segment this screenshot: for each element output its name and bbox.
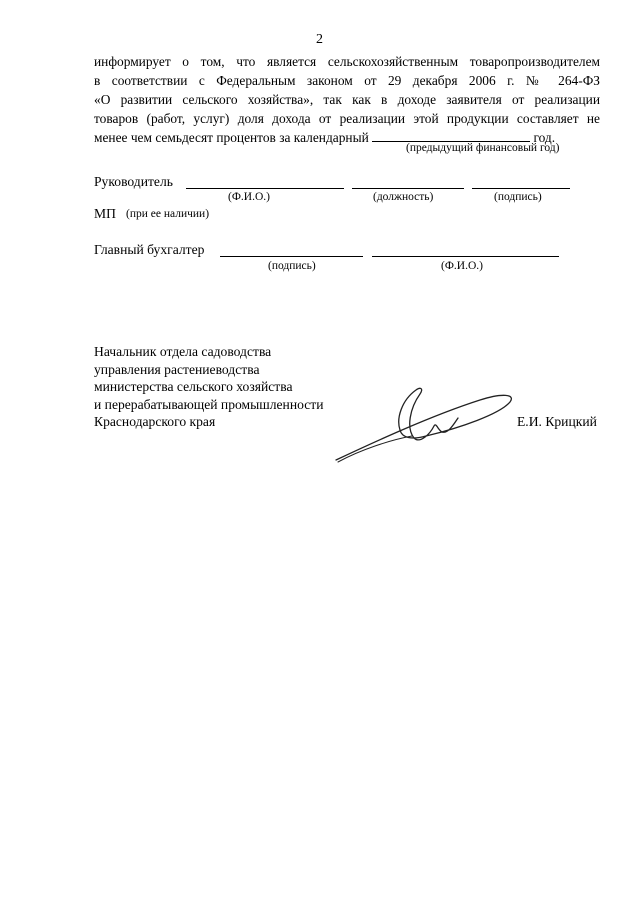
stamp-note: (при ее наличии)	[126, 208, 210, 220]
stamp-label: МП	[94, 206, 116, 221]
head-signature-caption: (подпись)	[494, 191, 542, 203]
year-caption: (предыдущий финансовый год)	[406, 142, 560, 154]
head-signature-line[interactable]	[472, 188, 570, 189]
signatory-line: управления растениеводства	[94, 361, 260, 377]
head-label: Руководитель	[94, 174, 173, 189]
year-blank-line[interactable]	[372, 128, 530, 142]
signatory-position-block	[94, 343, 323, 431]
accountant-name-line[interactable]	[372, 256, 559, 257]
signatory-line: Начальник отдела садоводства	[94, 344, 272, 359]
page-number: 2	[316, 32, 323, 47]
paragraph-line: информирует о том, что является сельскохозяйственным товаропроизводителем	[94, 54, 600, 69]
head-position-line[interactable]	[352, 188, 464, 189]
head-name-caption: (Ф.И.О.)	[228, 191, 270, 203]
head-name-line[interactable]	[186, 188, 344, 189]
signatory-line: и перерабатывающей промышленности	[94, 396, 324, 412]
accountant-name-caption: (Ф.И.О.)	[441, 260, 483, 272]
signatory-name: Е.И. Крицкий	[517, 414, 597, 429]
accountant-label: Главный бухгалтер	[94, 242, 205, 257]
head-position-caption: (должность)	[373, 191, 434, 203]
signatory-line: Краснодарского края	[94, 414, 216, 430]
accountant-signature-caption: (подпись)	[268, 260, 316, 272]
paragraph-last-line-end: год.	[533, 130, 556, 145]
handwritten-signature	[330, 378, 520, 468]
signatory-line: министерства сельского хозяйства	[94, 379, 293, 395]
paragraph-line: «О развитии сельского хозяйства», так как в доходе заявителя от реализации	[94, 92, 600, 107]
paragraph-last-line-text: менее чем семьдесят процентов за календарный	[94, 130, 369, 145]
body-paragraph	[94, 52, 600, 147]
paragraph-line: в соответствии с Федеральным законом от 29 декабря 2006 г. № 264-ФЗ	[94, 73, 600, 88]
paragraph-line: товаров (работ, услуг) доля дохода от реализации этой продукции составляет не	[94, 111, 600, 126]
accountant-signature-line[interactable]	[220, 256, 363, 257]
